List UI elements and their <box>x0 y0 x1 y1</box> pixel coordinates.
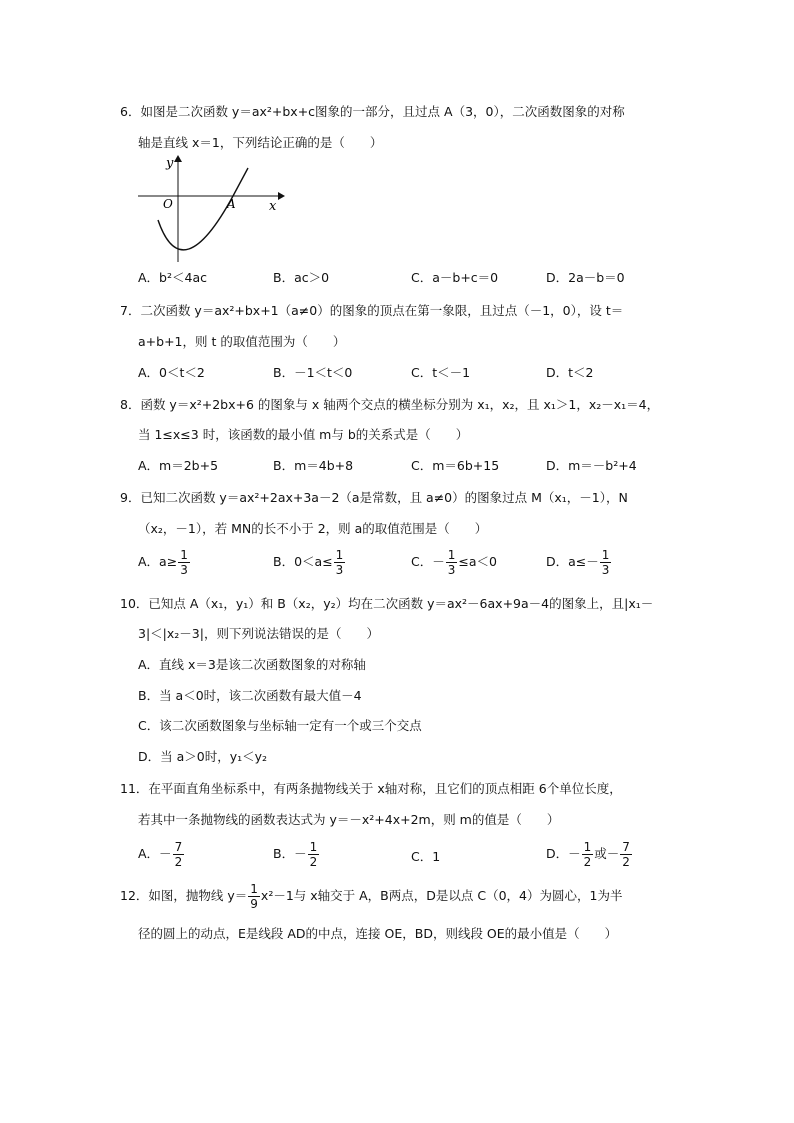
fraction-numerator: 1 <box>447 548 456 562</box>
q11-option-b <box>273 840 320 869</box>
q9-option-a-prefix: A．a≥ <box>138 554 178 569</box>
q9-option-c-prefix: C．－ <box>411 554 445 569</box>
q8-stem-line1: 8．函数 y＝x²+2bx+6 的图象与 x 轴两个交点的横坐标分别为 x₁，x₂，且 x₁＞1，x₂－x₁＝4， <box>120 397 660 412</box>
q6-option-a: A．b²＜4ac <box>138 270 207 285</box>
q12-stem-suffix: x²－1与 x轴交于 A，B两点，D是以点 C（0，4）为圆心，1为半 <box>260 888 623 903</box>
fraction-denominator: 3 <box>601 563 610 577</box>
q8-option-b: B．m＝4b+8 <box>273 458 354 473</box>
q7-option-a: A．0＜t＜2 <box>138 365 205 380</box>
fraction-numerator: 7 <box>622 840 630 854</box>
q11-option-a-prefix: A．－ <box>138 846 172 861</box>
q9-stem-line1: 9．已知二次函数 y＝ax²+2ax+3a－2（a是常数，且 a≠0）的图象过点 M（x₁，－1），N <box>120 490 628 505</box>
q9-option-d-prefix: D．a≤－ <box>546 554 599 569</box>
fraction-numerator: 1 <box>250 882 258 896</box>
q11-option-a <box>138 840 185 869</box>
q12-stem-line2: 径的圆上的动点，E是线段 AD的中点，连接 OE，BD，则线段 OE的最小值是（ ） <box>138 926 618 941</box>
q9-option-c-suffix: ≤a＜0 <box>458 554 497 569</box>
x-axis-arrow <box>278 192 285 200</box>
q9-option-d-fraction <box>600 548 612 577</box>
q9-option-b-prefix: B．0＜a≤ <box>273 554 333 569</box>
q11-option-b-fraction <box>308 840 320 869</box>
q12-stem-fraction <box>248 882 260 911</box>
q9-option-b-fraction <box>334 548 346 577</box>
fraction-denominator: 2 <box>622 855 630 869</box>
y-axis-arrow <box>174 155 182 162</box>
fraction-numerator: 1 <box>309 840 318 854</box>
q10-option-a: A．直线 x＝3是该二次函数图象的对称轴 <box>138 657 366 672</box>
q12-stem-prefix: 12．如图，抛物线 y＝ <box>120 888 248 903</box>
q8-stem-line2: 当 1≤x≤3 时，该函数的最小值 m与 b的关系式是（ ） <box>138 427 469 442</box>
fraction-denominator: 3 <box>335 563 344 577</box>
fraction-denominator: 2 <box>174 855 183 869</box>
q9-option-c <box>411 548 497 577</box>
q11-option-a-fraction <box>173 840 185 869</box>
q6-option-b: B．ac＞0 <box>273 270 330 285</box>
origin-label: O <box>163 197 173 211</box>
q11-option-d <box>546 840 633 869</box>
fraction-denominator: 2 <box>583 855 592 869</box>
q9-option-d <box>546 548 612 577</box>
fraction-numerator: 7 <box>174 840 183 854</box>
q11-option-d-prefix: D．－ <box>546 846 581 861</box>
q6-option-c: C．a－b+c＝0 <box>411 270 499 285</box>
q9-option-a-fraction <box>178 548 190 577</box>
q10-stem-line2: 3|＜|x₂－3|，则下列说法错误的是（ ） <box>138 626 379 641</box>
q10-stem-line1: 10．已知点 A（x₁，y₁）和 B（x₂，y₂）均在二次函数 y＝ax²－6ax+9a－4的图象上，且|x₁－ <box>120 596 654 611</box>
q10-option-d: D．当 a＞0时，y₁＜y₂ <box>138 749 268 764</box>
fraction-numerator: 1 <box>583 840 592 854</box>
q8-option-c: C．m＝6b+15 <box>411 458 500 473</box>
q11-stem-line2: 若其中一条抛物线的函数表达式为 y＝－x²+4x+2m，则 m的值是（ ） <box>138 812 560 827</box>
fraction-denominator: 9 <box>250 897 258 911</box>
q11-stem-line1: 11．在平面直角坐标系中，有两条抛物线关于 x轴对称，且它们的顶点相距 6个单位长度， <box>120 781 622 796</box>
q8-option-d: D．m＝－b²+4 <box>546 458 637 473</box>
q6-parabola-graph <box>132 152 292 267</box>
q11-option-d-fraction-2 <box>620 840 632 869</box>
q11-option-d-middle: 或－ <box>594 846 620 861</box>
q9-option-c-fraction <box>446 548 458 577</box>
q11-option-c: C．1 <box>411 849 441 864</box>
x-axis-label: x <box>269 199 277 214</box>
q10-option-c: C．该二次函数图象与坐标轴一定有一个或三个交点 <box>138 718 422 733</box>
q7-stem-line2: a+b+1，则 t 的取值范围为（ ） <box>138 334 346 349</box>
fraction-numerator: 1 <box>335 548 344 562</box>
fraction-numerator: 1 <box>601 548 610 562</box>
fraction-denominator: 3 <box>447 563 456 577</box>
q12-stem-line1 <box>120 882 622 911</box>
q7-stem-line1: 7．二次函数 y＝ax²+bx+1（a≠0）的图象的顶点在第一象限，且过点（－1，0），设 t＝ <box>120 303 624 318</box>
q6-option-d: D．2a－b＝0 <box>546 270 625 285</box>
fraction-numerator: 1 <box>180 548 188 562</box>
q7-option-d: D．t＜2 <box>546 365 594 380</box>
q11-option-b-prefix: B．－ <box>273 846 307 861</box>
q7-option-c: C．t＜－1 <box>411 365 471 380</box>
q6-stem-line1: 6．如图是二次函数 y＝ax²+bx+c图象的一部分，且过点 A（3，0），二次函数图象的对称 <box>120 104 625 119</box>
q7-option-b: B．－1＜t＜0 <box>273 365 353 380</box>
q9-option-a <box>138 548 191 577</box>
fraction-denominator: 2 <box>309 855 318 869</box>
q11-option-d-fraction-1 <box>582 840 594 869</box>
q9-stem-line2: （x₂，－1），若 MN的长不小于 2，则 a的取值范围是（ ） <box>138 521 488 536</box>
y-axis-label: y <box>166 156 174 171</box>
q8-option-a: A．m＝2b+5 <box>138 458 219 473</box>
q9-option-b <box>273 548 346 577</box>
point-a-label: A <box>227 197 236 211</box>
q6-stem-line2: 轴是直线 x＝1，下列结论正确的是（ ） <box>138 135 383 150</box>
q10-option-b: B．当 a＜0时，该二次函数有最大值－4 <box>138 688 362 703</box>
fraction-denominator: 3 <box>180 563 188 577</box>
